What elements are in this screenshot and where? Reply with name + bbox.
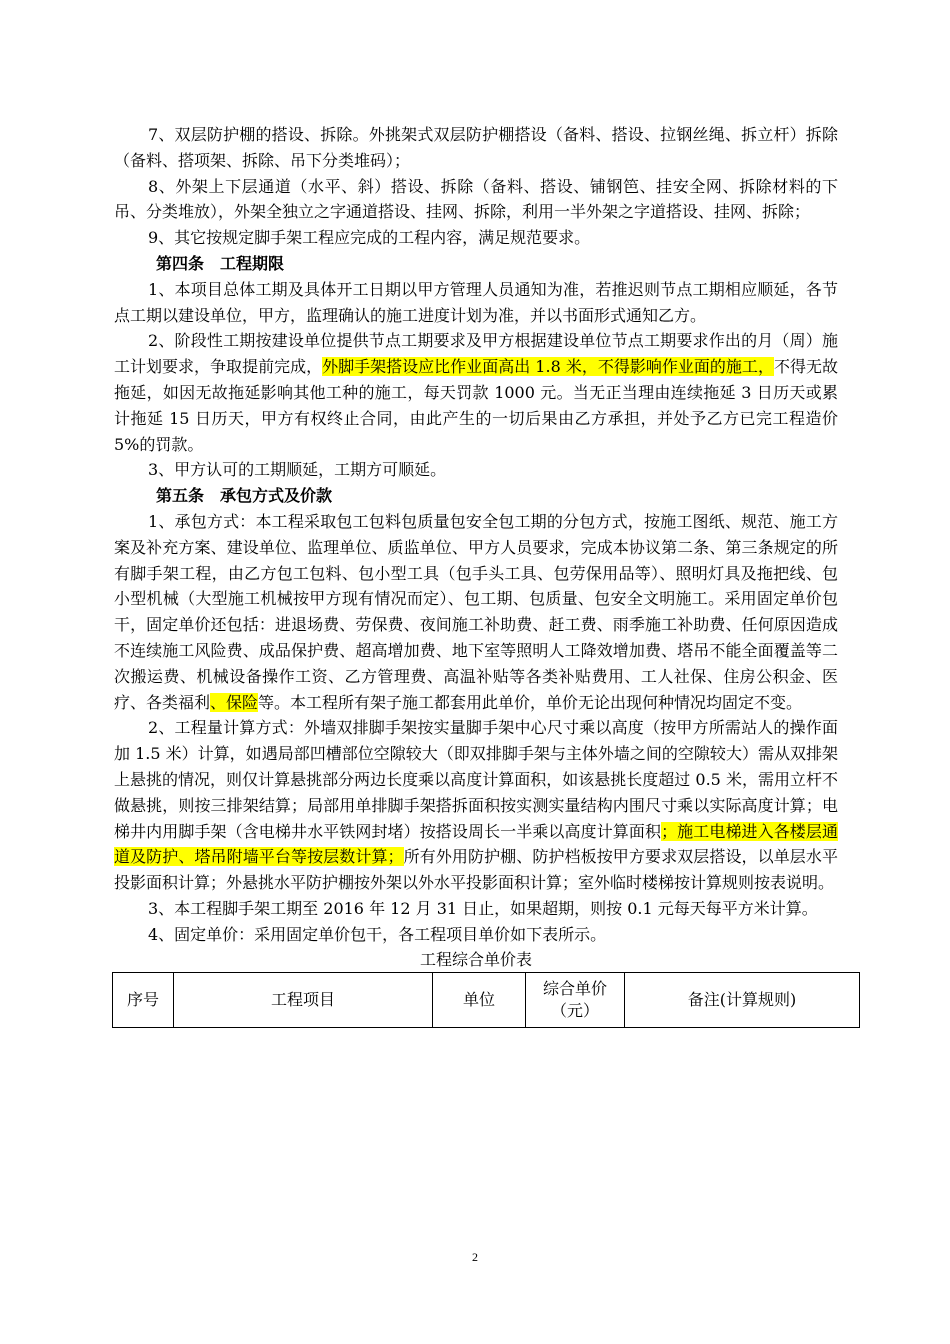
article-5-clause-4: 4、固定单价：采用固定单价包干，各工程项目单价如下表所示。 xyxy=(148,924,607,944)
document-page xyxy=(114,122,838,1028)
header-cell-index: 序号 xyxy=(113,972,174,1027)
article-4-heading: 第四条 工程期限 xyxy=(156,253,285,273)
clause-text: 2、阶段性工期按建设单位提供节点工期要求及甲方根据建设单位节点工期要求作出的月（周）施工计划要求，争取提前完成， xyxy=(114,331,838,377)
clause-text: 等。本工程所有架子施工都套用此单价，单价无论出现何种情况均固定不变。 xyxy=(258,692,803,712)
header-cell-item: 工程项目 xyxy=(174,972,433,1027)
article-5-clause-3: 3、本工程脚手架工期至 2016 年 12 月 31 日止，如果超期，则按 0.1 元每天每平方米计算。 xyxy=(148,898,818,918)
highlighted-text: ；施工电梯进入各楼层通道及防护、塔吊附墙平台等按层数计算； xyxy=(114,821,838,867)
article-5-clause-1 xyxy=(114,509,838,715)
highlighted-text: 、保险 xyxy=(210,692,259,712)
page-number: 2 xyxy=(472,1250,478,1264)
header-cell-price: 综合单价（元） xyxy=(526,972,625,1027)
table-caption: 工程综合单价表 xyxy=(419,949,532,969)
clause-text: 2、工程量计算方式：外墙双排脚手架按实量脚手架中心尺寸乘以高度（按甲方所需站人的操作面加 1.5 米）计算，如遇局部凹槽部位空隙较大（即双排脚手架与主体外墙之间的空隙较大）需从双排架上悬挑的情况，则仅计算悬挑部分两边长度乘以高度计算面积，如该悬挑长度超过 0.5 米，需用立杆不做悬挑，则按三排架结算；局部用单排脚手架搭拆面积按实测实量结构内围尺寸乘以实际高度计算；电梯井内用脚手架（含电梯井水平铁网封堵）按搭设周长一半乘以高度计算面积 xyxy=(114,718,838,841)
header-cell-unit: 单位 xyxy=(433,972,526,1027)
unit-price-table xyxy=(112,972,860,1028)
article-4-clause-3: 3、甲方认可的工期顺延，工期方可顺延。 xyxy=(148,460,447,480)
article-4-clause-2 xyxy=(114,328,838,457)
item-7: 7、双层防护棚的搭设、拆除。外挑架式双层防护棚搭设（备料、搭设、拉钢丝绳、拆立杆）拆除（备料、搭项架、拆除、吊下分类堆码）； xyxy=(114,125,838,170)
item-9: 9、其它按规定脚手架工程应完成的工程内容，满足规范要求。 xyxy=(148,228,591,248)
clause-text: 不得无故拖延，如因无故拖延影响其他工种的施工，每天罚款 1000 元。当无正当理由连续拖延 3 日历天或累计拖延 15 日历天，甲方有权终止合同，由此产生的一切后果由乙方承担，并处予乙方已完工程造价 5%的罚款。 xyxy=(114,357,838,454)
article-5-clause-2 xyxy=(114,715,838,896)
item-8: 8、外架上下层通道（水平、斜）搭设、拆除（备料、搭设、铺钢笆、挂安全网、拆除材料的下吊、分类堆放），外架全独立之字通道搭设、挂网、拆除，利用一半外架之字道搭设、挂网、拆除； xyxy=(114,176,838,222)
article-4-clause-1: 1、本项目总体工期及具体开工日期以甲方管理人员通知为准，若推迟则节点工期相应顺延，各节点工期以建设单位，甲方，监理确认的施工进度计划为准，并以书面形式通知乙方。 xyxy=(114,279,838,325)
clause-text: 1、承包方式：本工程采取包工包料包质量包安全包工期的分包方式，按施工图纸、规范、施工方案及补充方案、建设单位、监理单位、质监单位、甲方人员要求，完成本协议第二条、第三条规定的所有脚手架工程，由乙方包工包料、包小型工具（包手头工具、包劳保用品等）、照明灯具及拖把线、包小型机械（大型施工机械按甲方现有情况而定）、包工期、包质量、包安全文明施工。采用固定单价包干，固定单价还包括：进退场费、劳保费、夜间施工补助费、赶工费、雨季施工补助费、任何原因造成不连续施工风险费、成品保护费、超高增加费、地下室等照明人工降效增加费、塔吊不能全面覆盖等二次搬运费、机械设备操作工资、乙方管理费、高温补贴等各类补贴费用、工人社保、住房公积金、医疗、各类福利 xyxy=(114,511,838,712)
highlighted-text: 外脚手架搭设应比作业面高出 1.8 米，不得影响作业面的施工， xyxy=(322,357,774,377)
table-header-row xyxy=(113,972,860,1027)
clause-text: 所有外用防护棚、防护档板按甲方要求双层搭设，以单层水平投影面积计算；外悬挑水平防护棚按外架以外水平投影面积计算；室外临时楼梯按计算规则按表说明。 xyxy=(114,847,838,893)
article-5-heading: 第五条 承包方式及价款 xyxy=(156,486,333,506)
header-cell-remark: 备注(计算规则) xyxy=(625,972,860,1027)
